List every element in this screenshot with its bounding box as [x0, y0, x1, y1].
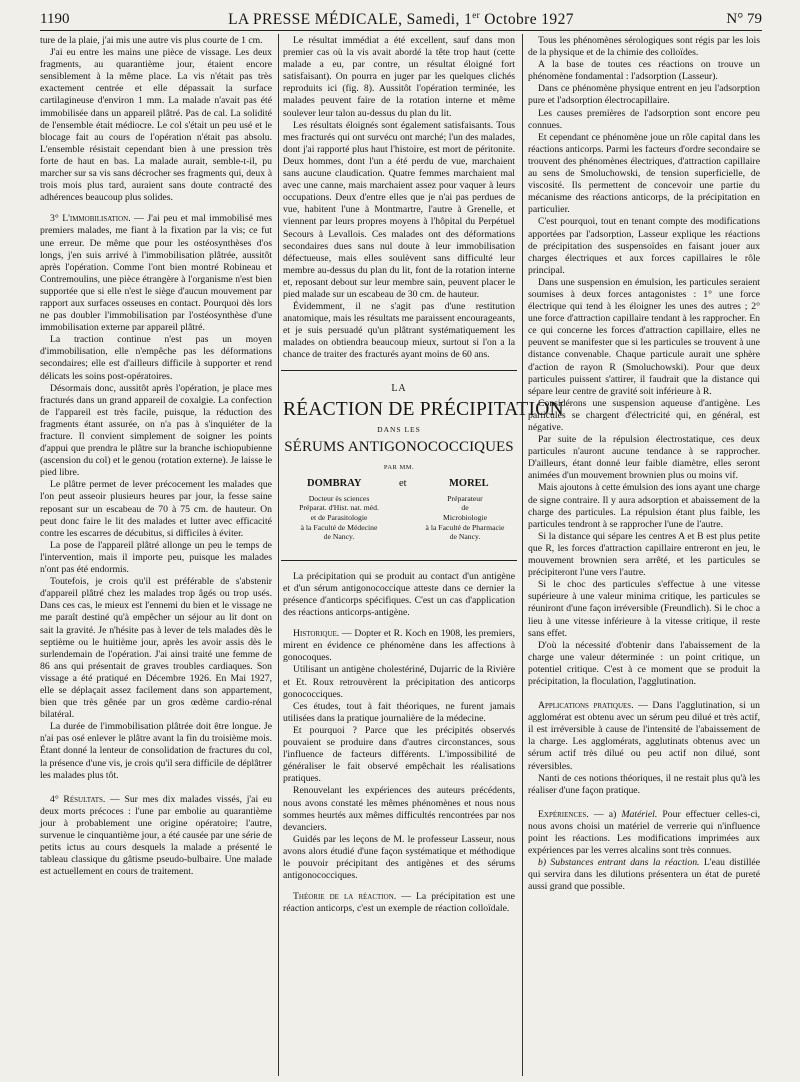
column-divider [278, 34, 279, 1076]
paragraph-text: L'eau distillée qui servira dans les dilutions présentera un état de pureté aussi grand que possible. [528, 857, 760, 893]
paragraph-text: Pour effectuer celles-ci, nous avons choisi un matériel de verrerie qui n'influence point les réactions. Les modifications imprimées aux expériences par les verres alcalins sont très connues. [528, 808, 760, 857]
paragraph: Tous les phénomènes sérologiques sont régis par les lois de la physique et de la chimie des colloïdes. [528, 35, 760, 59]
paragraph: Considérons une suspension aqueuse d'antigène. Les particules se chargent d'électricité qui, en général, est négative. [528, 397, 760, 433]
paragraph: La pose de l'appareil plâtré allonge un peu le temps de l'intervention, mais il importe peu, puisque les malades n'ont pas été endormis. [40, 539, 272, 576]
paragraph: Ces études, tout à fait théoriques, ne furent jamais utilisées dans la pratique journalière de la médecine. [283, 700, 515, 724]
paragraph-text: — Dopter et R. Koch en 1908, les premiers, mirent en évidence ce phénomène dans les affections à gonocoques. [283, 628, 515, 664]
author-affiliation: Préparateur de Microbiologie à la Faculté de Pharmacie de Nancy. [425, 493, 505, 542]
paragraph: Mais ajoutons à cette émulsion des ions ayant une charge de signe contraire. Il y aura adsorption et abaissement de la charge des particules. La répulsion étant plus faible, les particules tendront à se rapprocher l'une de l'autre. [528, 482, 760, 530]
paragraph [528, 857, 760, 893]
column-left [40, 35, 272, 1075]
paragraph: Renouvelant les expériences des auteurs précédents, nous avons constaté les mêmes phénomènes et nous nous sommes heurtés aux mêmes difficultés rencontrées par nos devanciers. [283, 785, 515, 833]
paragraph: Si le choc des particules s'effectue à une vitesse supérieure à une valeur minima critique, les particules se réuniront d'une façon irréversible (Freundlich). Si le choc a lieu à une vitesse inférieure à la vitesse critique, il reste sans effet. [528, 579, 760, 639]
section-heading: Applications pratiques. [538, 700, 634, 712]
paragraph: La précipitation qui se produit au contact d'un antigène et d'un sérum antigonococcique atteste dans ce dernier la présence d'anticorps spécifiques. C'est un cas d'application des réactions anticorps-antigène. [283, 570, 515, 619]
paragraph: Les causes premières de l'adsorption sont encore peu connues. [528, 107, 760, 131]
paragraph: Et pourquoi ? Parce que les précipités observés pouvaient se produire dans d'autres circonstances, sous l'influence de facteurs différents. L'impossibilité de généraliser le fait observé empêchait les réalisations pratiques. [283, 724, 515, 785]
paragraph: A la base de toutes ces réactions on trouve un phénomène fondamental : l'adsorption (Lasseur). [528, 59, 760, 83]
paragraph: ture de la plaie, j'ai mis une autre vis plus courte de 1 cm. [40, 35, 263, 46]
paragraph: La traction continue n'est pas un moyen d'immobilisation, elle n'empêche pas les déformations secondaires; elle est d'ailleurs difficile à supporter et rend délicats les soins post-opératoires. [40, 334, 272, 382]
paragraph-text: — a) [588, 808, 622, 820]
paragraph: Si la distance qui sépare les centres A et B est plus petite que R, les forces d'attraction capillaire entreront en jeu, le mouvement brownien sera arrêté, et les particules se précipiteront l'une vers l'autre. [528, 530, 760, 579]
author-affiliations [283, 494, 515, 552]
article-byline-prefix: PAR MM. [383, 463, 415, 471]
section-heading: Historique. [293, 628, 340, 640]
paragraph [283, 628, 515, 664]
paragraph-text: — La précipitation est une réaction anticorps, c'est un exemple de réaction colloïdale. [283, 891, 515, 915]
paragraph [40, 213, 272, 334]
author-conjunction: et [399, 477, 407, 489]
header-rule [40, 30, 762, 31]
column-middle [283, 35, 564, 1075]
paragraph [528, 809, 760, 857]
paragraph: Toutefois, je crois qu'il est préférable de s'abstenir d'appareil plâtré chez les malades trop âgés ou trop usés. Dans ces cas, le mieux est l'ennemi du bien et le vissage ne me paraît destiné qu'à empêcher un séjour au lit dont on sait la gravité. Je n'hésite pas à lever de tels malades dès le septième ou le huitième jour, après les avoir assis dès le surlendemain de l'opération. J'ai ainsi traité une femme de 86 ans qui présentait de graves troubles cardiaques. Son vissage a été pratiqué en Décembre 1926. En Mai 1927, elle se déplaçait assez facilement dans son appartement, bien que très gênée par un gros œdème cardio-rénal bilatéral. [40, 576, 272, 721]
article-rule-bottom [281, 560, 517, 561]
journal-title-sup: er [472, 10, 481, 20]
paragraph: Évidemment, il ne s'agit pas d'une restitution anatomique, mais les résultats me paraissent encourageants, et je suis persuadé qu'un plâtrant systématiquement les malades on obtiendra beaucoup mieux, surtout si l'on a la chance de traiter des fracturés ayant moins de 60 ans. [283, 301, 515, 361]
article-title: RÉACTION DE PRÉCIPITATION [283, 398, 564, 420]
section-heading: Théorie de la réaction. [293, 891, 397, 903]
section-heading: 3° L'immobilisation. [50, 213, 131, 225]
paragraph-text: — Sur mes dix malades vissés, j'ai eu deux morts précoces : l'une par embolie au quarantième jour à probablement une origine opératoire; l'autre, survenue le cinquantième jour, a été causée par une série de petits ictus au cours desquels la malade a présenté le tableau classique du gâtisme pseudo-bulbaire. Une malade est actuellement en cours de traitement. [40, 793, 273, 878]
subsection-heading: Matériel. [621, 808, 658, 820]
paragraph: La durée de l'immobilisation plâtrée doit être longue. Je n'ai pas osé enlever le plâtre avant la fin du troisième mois. Étant donné la lenteur de consolidation de fractures du col, la présence d'une vis, je crois qu'il sera difficile de déplâtrer les malades plus tôt. [40, 721, 272, 781]
page-header [40, 8, 762, 30]
section-heading: Expériences. [538, 808, 589, 820]
article-rule-top [281, 370, 517, 371]
paragraph: J'ai eu entre les mains une pièce de vissage. Les deux fragments, au quarantième jour, étaient encore sensiblement à la même place. La vis n'était pas très exactement centrée et elle dépassait la surface cartilagineuse d'environ 1 mm. La malade n'avait pas été immobilisée dans un appareil plâtré. Pas de cal. La solidité de l'ensemble était médiocre. Le col s'était un peu usé et le blocage fait au cours de l'opération n'était pas absolu. L'ensemble résistait cependant bien à une pression très forte de haut en bas. La malade aurait, semble-t-il, pu marcher sur sa vis sans décrocher ses fragments qui, deux à trois mois plus tard, auraient sans doute contracté des adhérences beaucoup plus solides. [40, 47, 272, 204]
paragraph: Et cependant ce phénomène joue un rôle capital dans les réactions anticorps. Parmi les facteurs d'ordre secondaire se trouvent des phénomènes électriques, d'attraction capillaire au sens de Smoluchowski, de tension superficielle, de viscosité. Ils permettent de concevoir une partie du mécanisme des réactions anticorps, de la précipitation en particulier. [528, 131, 760, 216]
paragraph [40, 794, 272, 879]
paragraph: C'est pourquoi, tout en tenant compte des modifications apportées par l'adsorption, Lasseur explique les réactions de précipitation des suspensoïdes en faisant jouer aux charges électriques et aux forces capillaires le rôle principal. [528, 216, 760, 276]
author-name: MOREL [449, 477, 489, 489]
article-title-connector: DANS LES [377, 424, 421, 434]
paragraph: Nanti de ces notions théoriques, il ne restait plus qu'à les réaliser d'une façon pratique. [528, 772, 760, 796]
paragraph: D'où la nécessité d'obtenir dans l'abaissement de la charge une valeur déterminée : un point critique, un potentiel critique. C'est à ce moment que se produit la précipitation, la floculation, l'agglutination. [528, 639, 760, 687]
paragraph: Le plâtre permet de lever précocement les malades que l'on peut asseoir plusieurs heures par jour, la fesse saine reposant sur un escabeau de 70 à 75 cm. de hauteur. On peut donc faire le lit des malades et lutter avec efficacité contre les escarres de décubitus, si difficiles à éviter. [40, 479, 272, 539]
author-name: DOMBRAY [307, 477, 362, 489]
subsection-heading: b) Substances entrant dans la réaction. [538, 857, 700, 869]
paragraph-text: — Dans l'agglutination, si un agglomérat est obtenu avec un sérum peu dilué et très actif, il est irréversible à cause de l'intensité de l'abaissement de la charge. Les agglomérats, agglutinats obtenus avec un sérum actif très dilué ou peu actif non dilué, sont réversibles. [528, 700, 760, 772]
paragraph: Le résultat immédiat a été excellent, sauf dans mon premier cas où la vis avait abordé la tête trop haut (cette malade a eu, par contre, un résultat éloigné fort satisfaisant). On pourra en juger par les quelques clichés reproduits ici (fig. 8). Aussitôt l'opération terminée, les malades peuvent faire de la rotation interne et même soulever leur talon au-dessus du plan du lit. [283, 35, 515, 119]
journal-title-date: Octobre 1927 [480, 11, 574, 29]
paragraph: Les résultats éloignés sont également satisfaisants. Tous mes fracturés qui ont survécu ont marché; l'un des malades, dont j'ai rapporté plus haut l'histoire, est mort de péritonite. Deux hommes, dont l'un a été perdu de vue, marchaient sans aucune claudication. Quatre femmes marchaient mal avec une canne, mais marchaient assez pour vaquer à leurs occupations. Deux d'entre elles que je n'ai pas perdues de vue, habitent l'une à Montmartre, l'autre à Grenelle, et viennent par leurs propres moyens à l'hôpital du Perpétuel Secours à Levallois. Ces malades ont des déformations secondaires dues sans nul doute à leur immobilisation défectueuse, mais elles soulèvent sans difficulté leur membre au-dessus du plan du lit, font de la rotation interne et, reposant debout sur leur membre sain, peuvent placer le pied malade sur un escabeau de 30 cm. de hauteur. [283, 119, 515, 300]
paragraph: Désormais donc, aussitôt après l'opération, je place mes fracturés dans un grand appareil de coxalgie. La confection de l'appareil est très facile, puisque, la réduction des fragments étant assurée, on n'a pas à s'inquiéter de la fracture. Il convient simplement de soigner les points d'appui que prendra le plâtre sur la branche ischiopubienne (ascension du col) et le genou (rotation externe). Je laisse le pied libre. [40, 382, 272, 479]
article-subtitle: SÉRUMS ANTIGONOCOCCIQUES [284, 438, 514, 455]
article-title-prefix: LA [391, 382, 407, 394]
paragraph [283, 891, 515, 915]
column-right [528, 35, 760, 1075]
section-heading: 4° Résultats. [50, 793, 106, 805]
journal-title [40, 10, 762, 29]
paragraph: Dans ce phénomène physique entrent en jeu l'adsorption pure et l'adsorption électrocapillaire. [528, 83, 760, 107]
column-divider [522, 34, 523, 1076]
article-authors [283, 478, 515, 492]
author-affiliation: Docteur ès sciences Préparat. d'Hist. nat. méd. et de Parasitologie à la Faculté de Médecine de Nancy. [299, 493, 379, 542]
paragraph: Dans une suspension en émulsion, les particules seraient soumises à deux forces antagonistes : 1° une force électrique qui tend à les éloigner les unes des autres ; 2° une force d'attraction capillaire tendant à les rapprocher. En ce qui concerne les forces d'attraction capillaire, elles ne peuvent se manifester que si les particules se trouvent à une distance convenable. Chaque particule aurait une sphère d'action de rayon R (Smoluchowski). Pour que deux particules puissent s'attirer, il faudrait que la distance qui sépare leur centre de gravité soit inférieure à R. [528, 276, 760, 397]
paragraph-text: — J'ai peu et mal immobilisé mes premiers malades, me fiant à la fixation par la vis; ce fut une erreur. De même que pour les ostéosynthèses d'os longs, j'en suis arrivé à l'immobilisation plâtrée, aussitôt après l'opération. Comme l'ont bien montré Robineau et Contremoulins, une pièce étrangère à l'organisme n'est bien supportée que si elle n'est le siège d'aucun mouvement par rapport aux surfaces osseuses en contact. Pourquoi dès lors ne pas doubler l'immobilisation par l'ostéosynthèse d'une immobilisation externe par appareil plâtré. [40, 213, 272, 334]
journal-title-text: LA PRESSE MÉDICALE, Samedi, 1 [228, 11, 473, 29]
paragraph: Guidés par les leçons de M. le professeur Lasseur, nous avons alors étudié d'une façon systématique et méthodique le pouvoir précipitant des antigènes et des sérums antigonococciques. [283, 833, 515, 882]
page-number: 1190 [40, 11, 70, 27]
paragraph [528, 700, 760, 773]
paragraph: Utilisant un antigène cholestériné, Dujarric de la Rivière et Et. Roux retrouvèrent la précipitation des anticorps gonococciques. [283, 664, 515, 700]
paragraph: Par suite de la répulsion électrostatique, ces deux particules n'auront aucune tendance à se rapprocher. D'ailleurs, étant donné leur faible diamètre, elles seront animées d'un mouvement brownien plus ou moins vif. [528, 434, 760, 482]
issue-number: N° 79 [726, 11, 762, 27]
